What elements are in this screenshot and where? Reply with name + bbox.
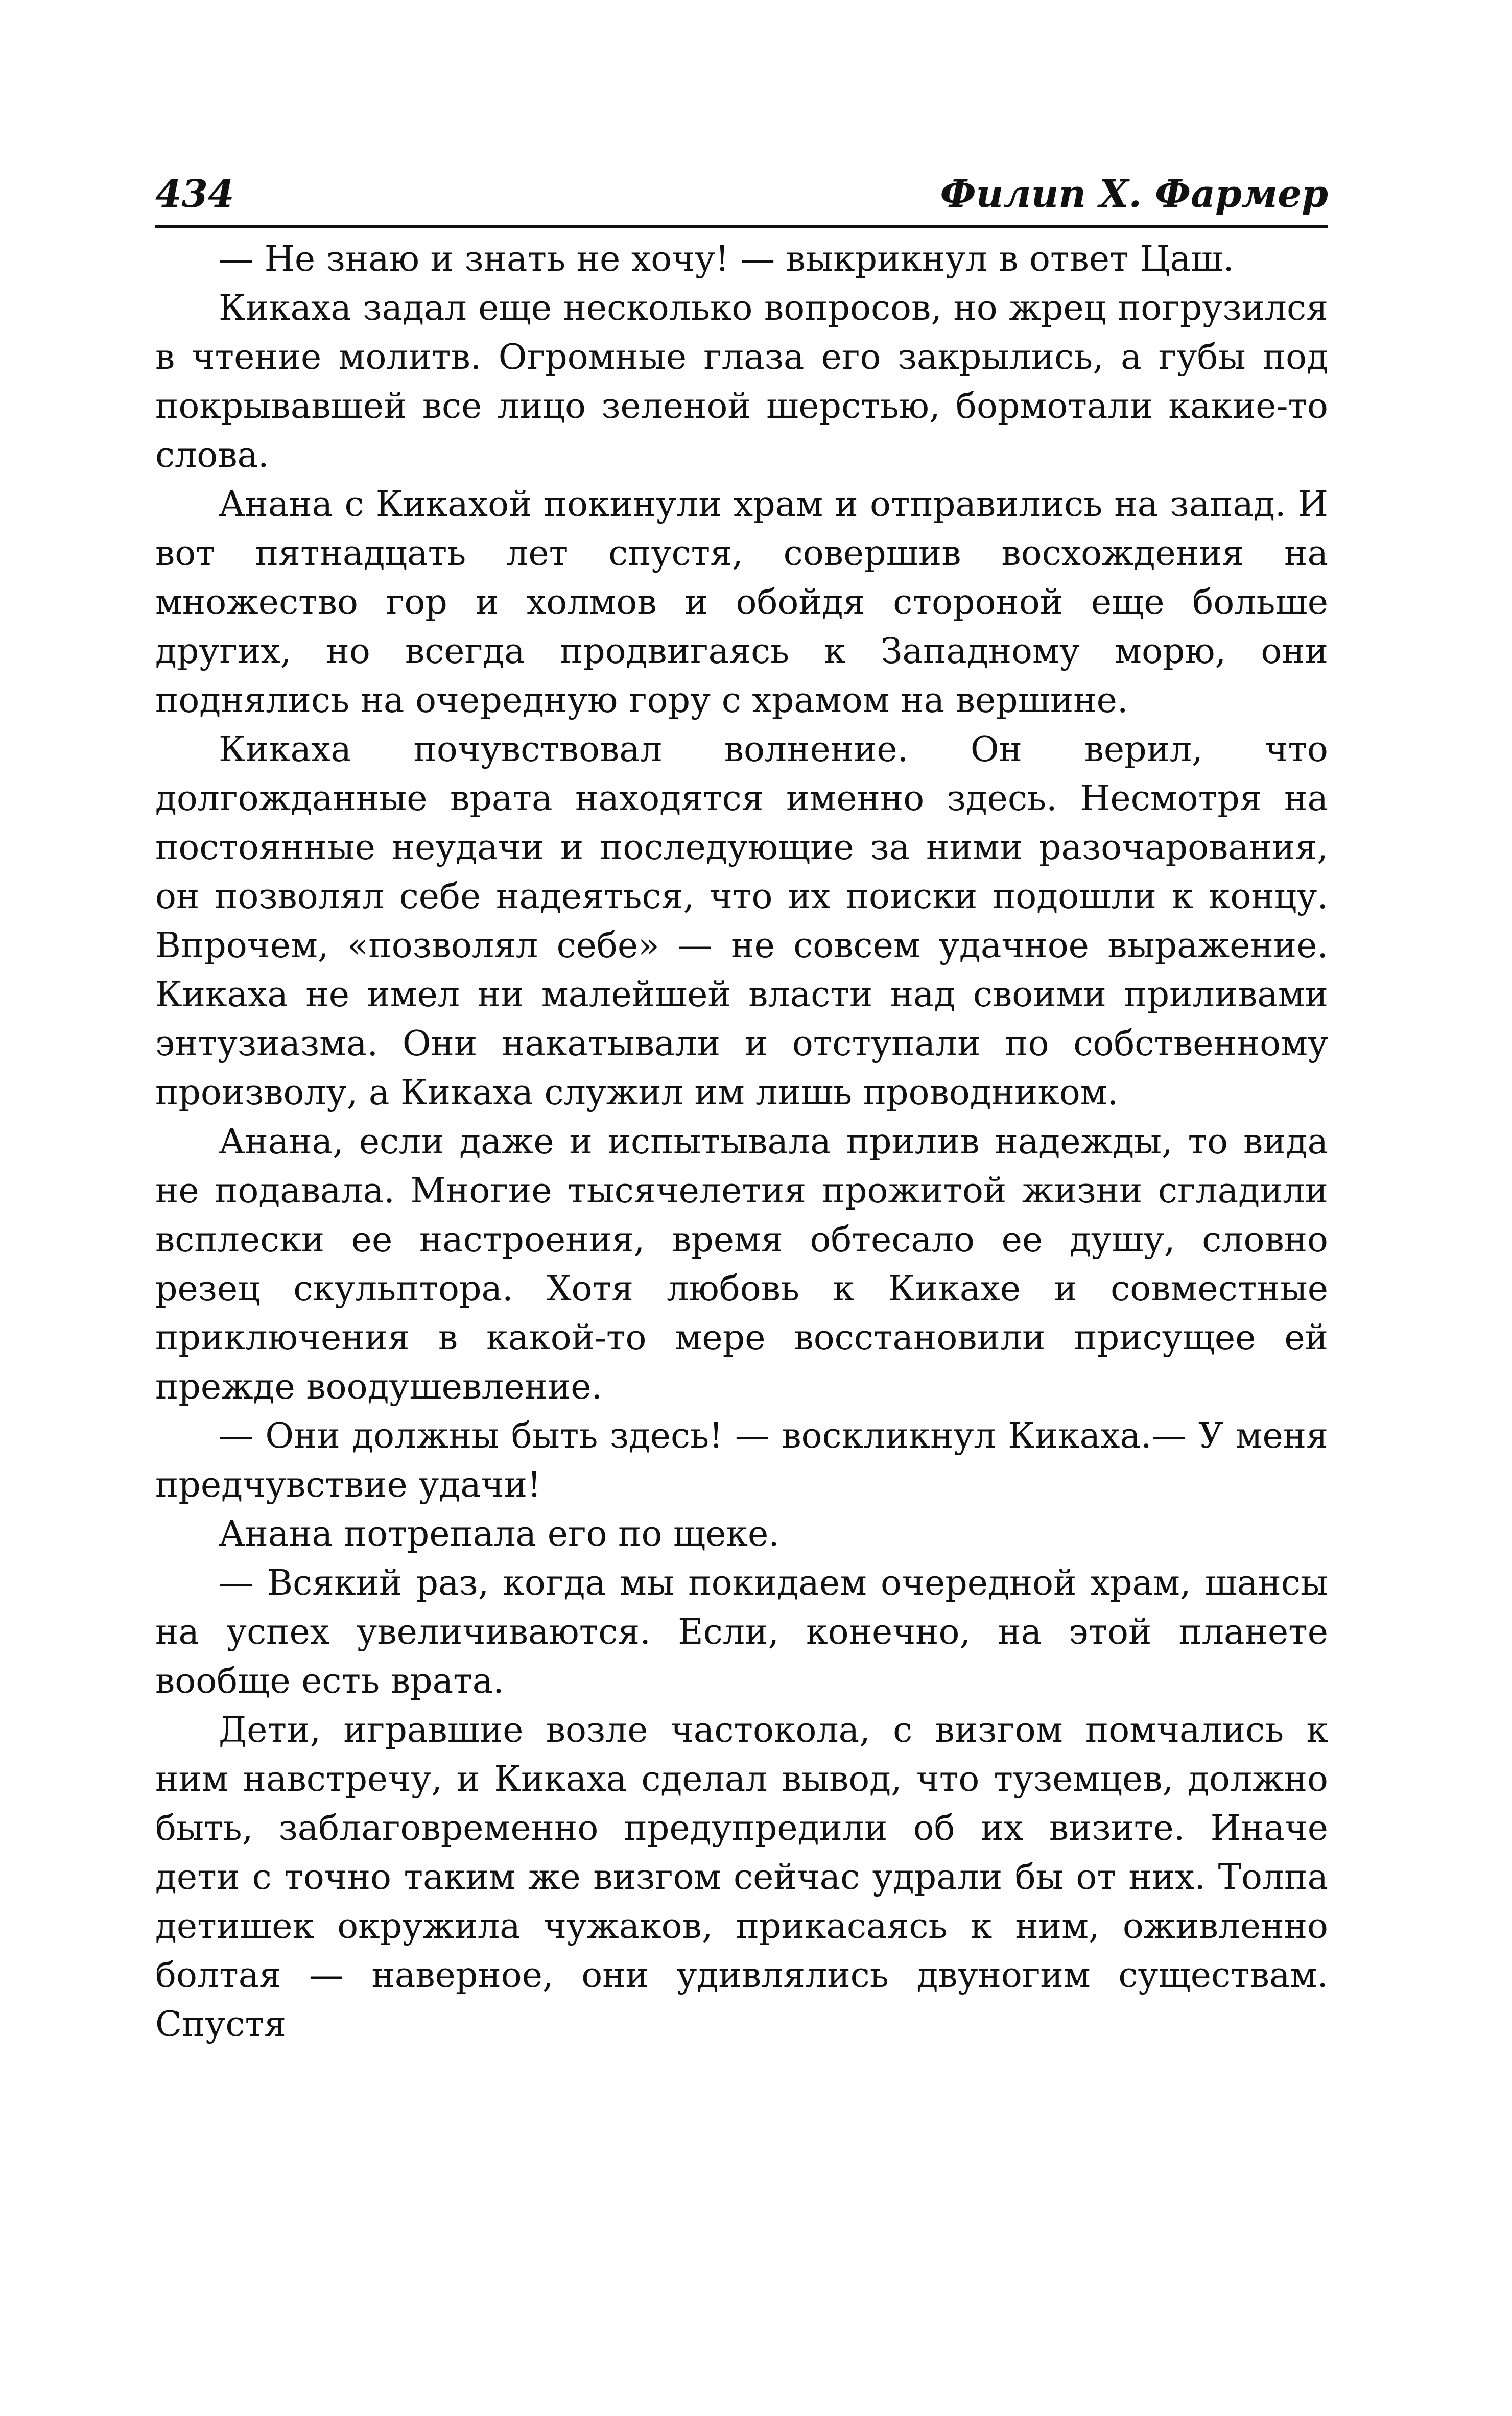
paragraph: Дети, игравшие возле частокола, с визгом помчались к ним навстречу, и Кикаха сделал вывод, что туземцев, должно быть, заблаговременно предупредили об их визите. Иначе дети с точно таким же визгом сейчас удрали бы от них. Толпа детишек окружила чужаков, прикасаясь к ним, оживленно болтая — наверное, они удивлялись двуногим существам. Спустя bbox=[155, 1710, 1328, 2045]
paragraph: Анана, если даже и испытывала прилив надежды, то вида не подавала. Многие тысячелетия прожитой жизни сгладили всплески ее настроения, время обтесало ее душу, словно резец скульптора. Хотя любовь к Кикахе и совместные приключения в какой-то мере восстановили присущее ей прежде воодушевление. bbox=[155, 1122, 1328, 1407]
paragraph: — Не знаю и знать не хочу! — выкрикнул в ответ Цаш. bbox=[219, 239, 1234, 279]
paragraph: — Они должны быть здесь! — воскликнул Кикаха.— У меня предчувствие удачи! bbox=[155, 1416, 1328, 1505]
book-page bbox=[155, 169, 1328, 2049]
paragraph: Кикаха почувствовал волнение. Он верил, что долгожданные врата находятся именно здесь. Несмотря на постоянные неудачи и последующие за ними разочарования, он позволял себе надеяться, что их поиски подошли к концу. Впрочем, «позволял себе» — не совсем удачное выражение. Кикаха не имел ни малейшей власти над своими приливами энтузиазма. Они накатывали и отступали по собственному произволу, а Кикаха служил им лишь проводником. bbox=[155, 729, 1328, 1113]
running-head bbox=[155, 169, 1328, 228]
paragraph: — Всякий раз, когда мы покидаем очередной храм, шансы на успех увеличиваются. Если, конечно, на этой планете вообще есть врата. bbox=[155, 1563, 1328, 1701]
paragraph: Анана потрепала его по щеке. bbox=[219, 1514, 779, 1554]
running-title: Филип Х. Фармер bbox=[940, 172, 1328, 216]
page-number: 434 bbox=[155, 172, 234, 216]
body-text bbox=[155, 235, 1328, 2049]
paragraph: Анана с Кикахой покинули храм и отправились на запад. И вот пятнадцать лет спустя, совершив восхождения на множество гор и холмов и обойдя стороной еще больше других, но всегда продвигаясь к Западному морю, они поднялись на очередную гору с храмом на вершине. bbox=[155, 484, 1328, 721]
paragraph: Кикаха задал еще несколько вопросов, но жрец погрузился в чтение молитв. Огромные глаза его закрылись, а губы под покрывавшей все лицо зеленой шерстью, бормотали какие-то слова. bbox=[155, 288, 1328, 476]
